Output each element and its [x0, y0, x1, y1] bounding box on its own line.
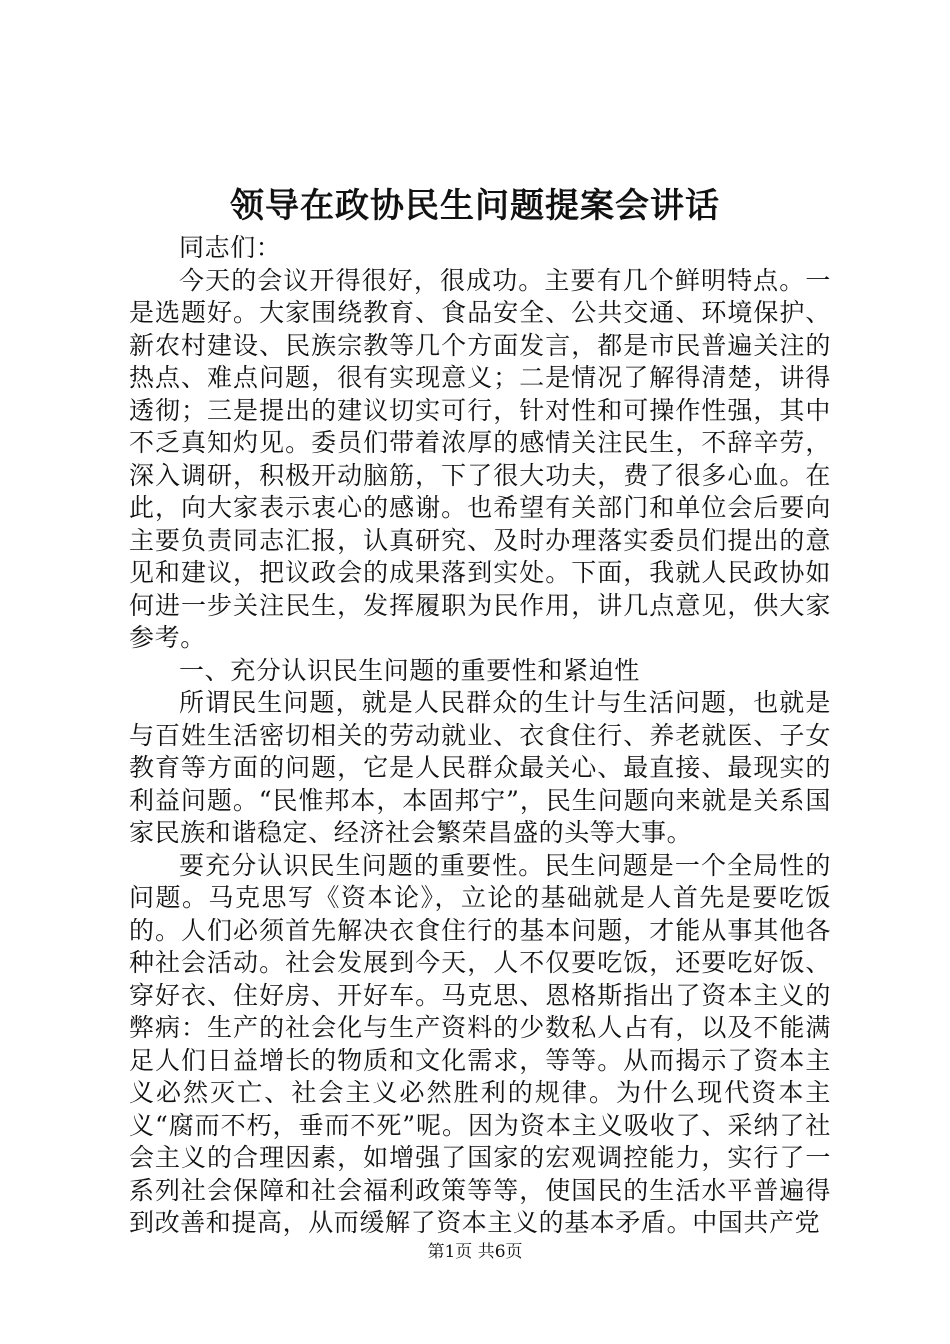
- document-title: 领导在政协民生问题提案会讲话: [230, 186, 720, 226]
- section-heading-1: 一、充分认识民生问题的重要性和紧迫性: [179, 655, 640, 685]
- salutation: 同志们：: [179, 233, 282, 262]
- paragraph-definition: 所谓民生问题，就是人民群众的生计与生活问题，也就是与百姓生活密切相关的劳动就业、衣食住行、养老就医、子女教育等方面的问题，它是人民群众最关心、最直接、最现实的利益问题。“民惟邦本，本固邦宁”，民生问题向来就是关系国家民族和谐稳定、经济社会繁荣昌盛的头等大事。: [129, 688, 831, 847]
- paragraph-opening-remarks: 今天的会议开得很好，很成功。主要有几个鲜明特点。一是选题好。大家围绕教育、食品安全、公共交通、环境保护、新农村建设、民族宗教等几个方面发言，都是市民普遍关注的热点、难点问题，很有实现意义；二是情况了解得清楚，讲得透彻；三是提出的建议切实可行，针对性和可操作性强，其中不乏真知灼见。委员们带着浓厚的感情关注民生，不辞辛劳，深入调研，积极开动脑筋，下了很大功夫，费了很多心血。在此，向大家表示衷心的感谢。也希望有关部门和单位会后要向主要负责同志汇报，认真研究、及时办理落实委员们提出的意见和建议，把议政会的成果落到实处。下面，我就人民政协如何进一步关注民生，发挥履职为民作用，讲几点意见，供大家参考。: [129, 265, 831, 652]
- document-body: [129, 232, 831, 1240]
- page-number-footer: 第1页 共6页: [427, 1242, 523, 1262]
- paragraph-importance: 要充分认识民生问题的重要性。民生问题是一个全局性的问题。马克思写《资本论》，立论的基础就是人首先是要吃饭的。人们必须首先解决衣食住行的基本问题，才能从事其他各种社会活动。社会发展到今天，人不仅要吃饭，还要吃好饭、穿好衣、住好房、开好车。马克思、恩格斯指出了资本主义的弊病：生产的社会化与生产资料的少数私人占有，以及不能满足人们日益增长的物质和文化需求，等等。从而揭示了资本主义必然灭亡、社会主义必然胜利的规律。为什么现代资本主义“腐而不朽，垂而不死”呢。因为资本主义吸收了、采纳了社会主义的合理因素，如增强了国家的宏观调控能力，实行了一系列社会保障和社会福利政策等等，使国民的生活水平普遍得到改善和提高，从而缓解了资本主义的基本矛盾。中国共产党: [129, 850, 831, 1237]
